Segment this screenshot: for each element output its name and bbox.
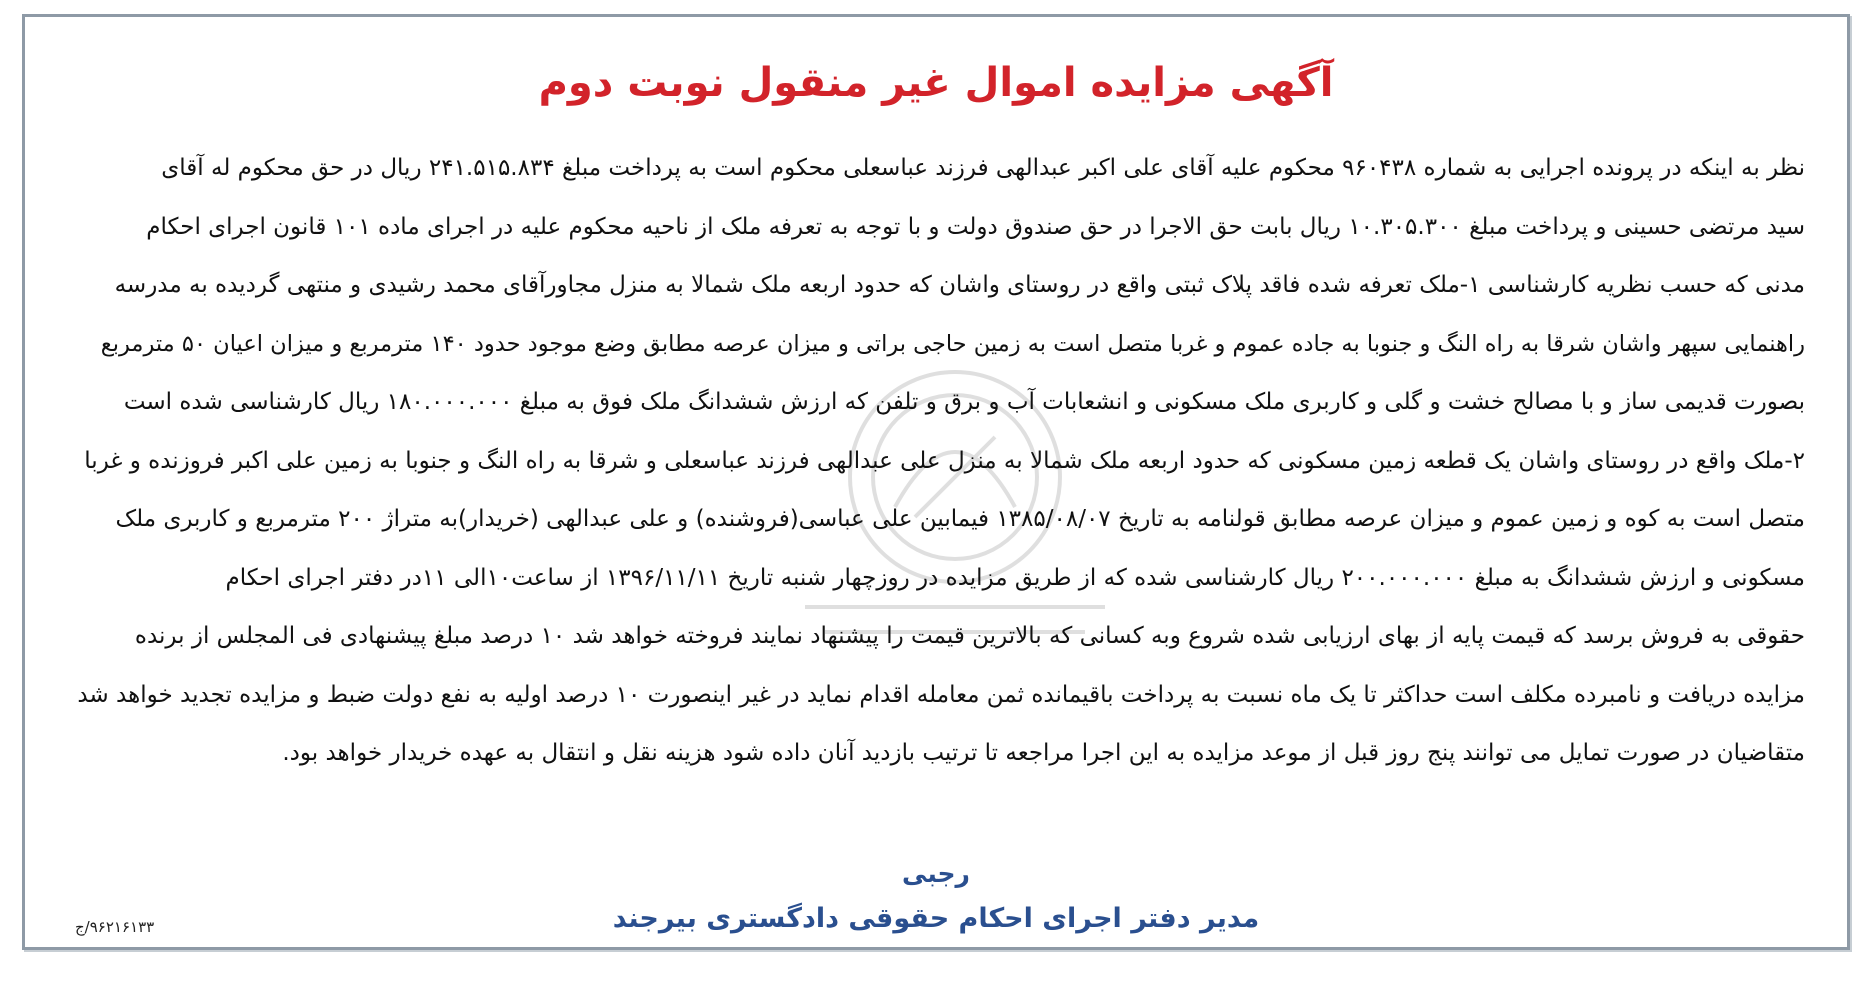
signer-name: رجبی bbox=[902, 859, 970, 888]
body-line: بصورت قدیمی ساز و با مصالح خشت و گلی و کاربری ملک مسکونی و انشعابات آب و برق و تلفن که ارزش ششدانگ ملک فوق به مبلغ ۱۸۰.۰۰۰.۰۰۰ ریال کارشناسی شده است bbox=[123, 389, 1805, 415]
body-line: سید مرتضی حسینی و پرداخت مبلغ ۱۰.۳۰۵.۳۰۰ ریال بابت حق الاجرا در حق صندوق دولت و با توجه به تعرفه ملک از ناحیه محکوم علیه در اجرای ماده ۱۰۱ قانون اجرای احکام bbox=[146, 213, 1805, 240]
notice-title: آگهی مزایده اموال غیر منقول نوبت دوم bbox=[538, 60, 1334, 106]
signer-title: مدیر دفتر اجرای احکام حقوقی دادگستری بیرجند bbox=[612, 903, 1260, 934]
body-line: متقاضیان در صورت تمایل می توانند پنج روز قبل از موعد مزایده به این اجرا مراجعه تا ترتیب بازدید آنان داده شود هزینه نقل و انتقال به عهده خریدار خواهد بود. bbox=[282, 740, 1805, 766]
body-line: مسکونی و ارزش ششدانگ به مبلغ ۲۰۰.۰۰۰.۰۰۰ ریال کارشناسی شده که از طریق مزایده در روزچهار شنبه تاریخ ۱۳۹۶/۱۱/۱۱ از ساعت۱۰الی ۱۱در دفتر اجرای احکام bbox=[225, 564, 1805, 591]
body-line: مزایده دریافت و نامبرده مکلف است حداکثر تا یک ماه نسبت به پرداخت باقیمانده ثمن معامله اقدام نماید در غیر اینصورت ۱۰ درصد اولیه به نفع دولت ضبط و مزایده تجدید خواهد شد bbox=[77, 681, 1805, 708]
body-line: راهنمایی سپهر واشان شرقا به راه النگ و جنوبا به جاده عموم و غربا متصل است به زمین حاجی براتی و میزان عرصه مطابق وضع موجود حدود ۱۴۰ مترمربع و میزان اعیان ۵۰ مترمربع bbox=[100, 330, 1805, 357]
body-line: مدنی که حسب نظریه کارشناسی ۱-ملک تعرفه شده فاقد پلاک ثبتی واقع در روستای واشان که حدود اربعه ملک شمالا به منزل مجاورآقای محمد رشیدی و منتهی گردیده به مدرسه bbox=[114, 272, 1805, 298]
reference-code: ۹۶۲۱۶۱۳۳/ج bbox=[75, 918, 155, 936]
body-line: متصل است به کوه و زمین عموم و میزان عرصه مطابق قولنامه به تاریخ ۱۳۸۵/۰۸/۰۷ فیمابین علی عباسی(فروشنده) و علی عبدالهی (خریدار)به متراژ ۲۰۰ مترمربع و کاربری ملک bbox=[115, 506, 1805, 532]
body-line: نظر به اینکه در پرونده اجرایی به شماره ۹۶۰۴۳۸ محکوم علیه آقای علی اکبر عبدالهی فرزند عباسعلی محکوم است به پرداخت مبلغ ۲۴۱.۵۱۵.۸۳۴ ریال در حق محکوم له آقای bbox=[161, 155, 1805, 181]
body-line: ۲-ملک واقع در روستای واشان یک قطعه زمین مسکونی که حدود اربعه ملک شمالا به منزل علی عبدالهی فرزند عباسعلی و شرقا به راه النگ و جنوبا به زمین علی اکبر فروزنده و غربا bbox=[84, 447, 1805, 474]
body-line: حقوقی به فروش برسد که قیمت پایه از بهای ارزیابی شده شروع وبه کسانی که بالاترین قیمت را پیشنهاد نمایند فروخته خواهد شد ۱۰ درصد مبلغ پیشنهادی فی المجلس از برنده bbox=[134, 623, 1805, 649]
notice-body bbox=[65, 139, 1805, 783]
notice-frame bbox=[22, 14, 1850, 950]
